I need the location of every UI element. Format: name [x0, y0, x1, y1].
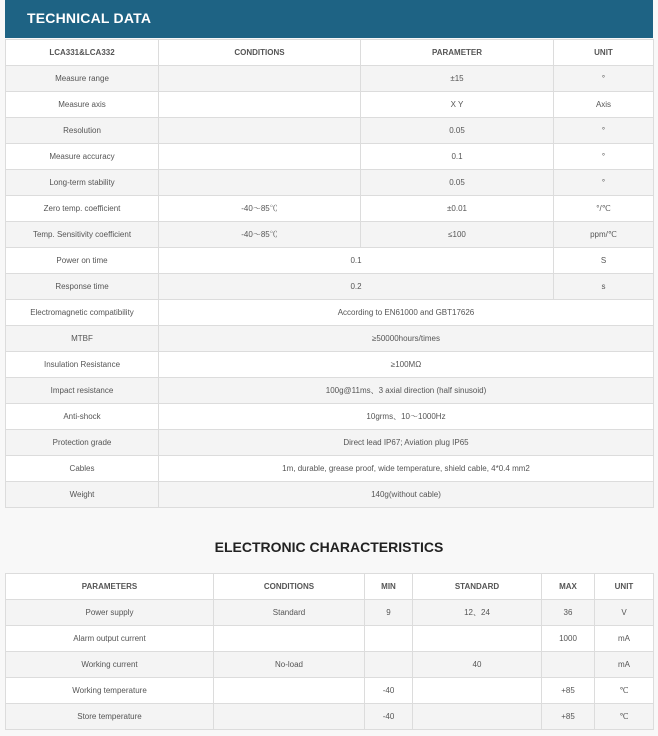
row-unit: S [554, 248, 654, 274]
row-standard [413, 626, 542, 652]
row-value: 100g@11ms、3 axial direction (half sinusoid) [159, 378, 654, 404]
table-row [6, 652, 654, 678]
header-parameter: PARAMETER [361, 40, 554, 66]
row-unit: ° [554, 118, 654, 144]
row-value: 140g(without cable) [159, 482, 654, 508]
row-conditions: No-load [214, 652, 365, 678]
header-conditions: CONDITIONS [159, 40, 361, 66]
row-label: Insulation Resistance [6, 352, 159, 378]
row-unit: s [554, 274, 654, 300]
row-min [365, 626, 413, 652]
table-row [6, 326, 654, 352]
row-parameter: ≤100 [361, 222, 554, 248]
row-unit: mA [595, 652, 654, 678]
table-row [6, 626, 654, 652]
table-row [6, 170, 654, 196]
row-unit: ° [554, 66, 654, 92]
row-value: 10grms、10～1000Hz [159, 404, 654, 430]
row-label: Store temperature [6, 704, 214, 730]
row-label: Alarm output current [6, 626, 214, 652]
table-row [6, 600, 654, 626]
row-conditions [159, 144, 361, 170]
row-label: Temp. Sensitivity coefficient [6, 222, 159, 248]
row-label: Weight [6, 482, 159, 508]
table-row [6, 144, 654, 170]
row-parameter: 0.1 [361, 144, 554, 170]
header-model: LCA331&LCA332 [6, 40, 159, 66]
row-max: 1000 [542, 626, 595, 652]
row-unit: ℃ [595, 704, 654, 730]
row-label: Measure accuracy [6, 144, 159, 170]
row-value: According to EN61000 and GBT17626 [159, 300, 654, 326]
row-label: Power on time [6, 248, 159, 274]
row-label: Resolution [6, 118, 159, 144]
table-row [6, 274, 654, 300]
row-min: -40 [365, 678, 413, 704]
table-row [6, 456, 654, 482]
table-header-row [6, 574, 654, 600]
row-conditions [214, 626, 365, 652]
row-standard: 40 [413, 652, 542, 678]
row-unit: ° [554, 144, 654, 170]
row-label: Cables [6, 456, 159, 482]
electronic-characteristics-title: ELECTRONIC CHARACTERISTICS [214, 539, 444, 555]
technical-data-title: TECHNICAL DATA [27, 10, 152, 26]
row-conditions: -40～85℃ [159, 196, 361, 222]
row-label: Anti-shock [6, 404, 159, 430]
row-conditions: Standard [214, 600, 365, 626]
table-row [6, 404, 654, 430]
table-row [6, 300, 654, 326]
row-max: 36 [542, 600, 595, 626]
header-max: MAX [542, 574, 595, 600]
row-conditions [159, 170, 361, 196]
row-value: Direct lead IP67; Aviation plug IP65 [159, 430, 654, 456]
header-standard: STANDARD [413, 574, 542, 600]
row-label: Electromagnetic compatibility [6, 300, 159, 326]
row-parameter: X Y [361, 92, 554, 118]
table-row [6, 248, 654, 274]
row-value: 0.1 [159, 248, 554, 274]
row-conditions [214, 704, 365, 730]
row-value: ≥100MΩ [159, 352, 654, 378]
table-row [6, 66, 654, 92]
row-min: 9 [365, 600, 413, 626]
row-label: Zero temp. coefficient [6, 196, 159, 222]
row-unit: °/℃ [554, 196, 654, 222]
technical-data-banner [5, 0, 653, 38]
header-unit: UNIT [554, 40, 654, 66]
header-unit: UNIT [595, 574, 654, 600]
table-row [6, 378, 654, 404]
row-label: Impact resistance [6, 378, 159, 404]
table-row [6, 118, 654, 144]
row-conditions [214, 678, 365, 704]
row-value: ≥50000hours/times [159, 326, 654, 352]
table-row [6, 92, 654, 118]
row-unit: ° [554, 170, 654, 196]
row-label: Working temperature [6, 678, 214, 704]
row-unit: mA [595, 626, 654, 652]
table-row [6, 196, 654, 222]
technical-data-table [5, 39, 654, 508]
row-parameter: 0.05 [361, 170, 554, 196]
row-label: Power supply [6, 600, 214, 626]
table-header-row [6, 40, 654, 66]
row-label: Working current [6, 652, 214, 678]
row-standard: 12、24 [413, 600, 542, 626]
row-conditions: -40～85℃ [159, 222, 361, 248]
header-min: MIN [365, 574, 413, 600]
row-label: Long-term stability [6, 170, 159, 196]
row-value: 0.2 [159, 274, 554, 300]
table-row [6, 430, 654, 456]
row-label: Measure range [6, 66, 159, 92]
row-conditions [159, 118, 361, 144]
table-row [6, 704, 654, 730]
row-unit: V [595, 600, 654, 626]
row-standard [413, 678, 542, 704]
table-row [6, 482, 654, 508]
row-parameter: 0.05 [361, 118, 554, 144]
row-value: 1m, durable, grease proof, wide temperature, shield cable, 4*0.4 mm2 [159, 456, 654, 482]
row-unit: ppm/℃ [554, 222, 654, 248]
row-min: -40 [365, 704, 413, 730]
row-parameter: ±0.01 [361, 196, 554, 222]
electronic-characteristics-table [5, 573, 654, 730]
table-row [6, 352, 654, 378]
row-parameter: ±15 [361, 66, 554, 92]
header-parameters: PARAMETERS [6, 574, 214, 600]
row-label: Response time [6, 274, 159, 300]
header-conditions: CONDITIONS [214, 574, 365, 600]
row-label: Protection grade [6, 430, 159, 456]
row-max [542, 652, 595, 678]
row-min [365, 652, 413, 678]
row-label: MTBF [6, 326, 159, 352]
row-max: +85 [542, 704, 595, 730]
row-conditions [159, 66, 361, 92]
row-standard [413, 704, 542, 730]
row-unit: Axis [554, 92, 654, 118]
table-row [6, 222, 654, 248]
row-unit: ℃ [595, 678, 654, 704]
table-row [6, 678, 654, 704]
row-conditions [159, 92, 361, 118]
row-max: +85 [542, 678, 595, 704]
row-label: Measure axis [6, 92, 159, 118]
